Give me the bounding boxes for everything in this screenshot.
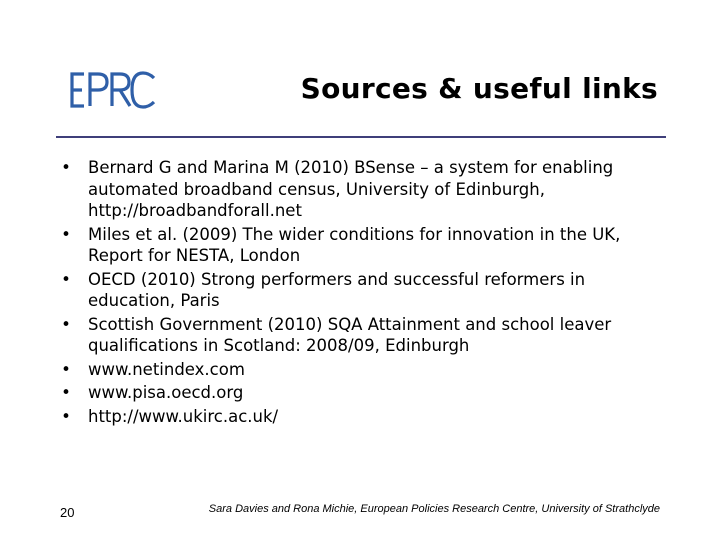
bullet-icon: •	[61, 224, 71, 244]
page-number: 20	[60, 505, 75, 520]
bullet-icon: •	[61, 269, 71, 289]
list-item	[56, 406, 676, 428]
source-link[interactable]: www.pisa.oecd.org	[88, 383, 244, 402]
bullet-icon: •	[61, 383, 71, 402]
list-item	[56, 382, 676, 404]
bullet-icon: •	[61, 359, 71, 379]
list-item	[56, 157, 676, 222]
source-text: Scottish Government (2010) SQA Attainment and school leaver qualifications in Scotland: 2008/09, Edinburgh	[88, 314, 612, 355]
source-text: Bernard G and Marina M (2010) BSense – a system for enabling automated broadband census, University of Edinburgh, http://broadbandforall.net	[88, 158, 614, 220]
list-item	[56, 224, 676, 267]
bullet-icon: •	[61, 158, 71, 177]
bullet-icon: •	[61, 314, 71, 334]
list-item	[56, 314, 676, 357]
list-item	[56, 269, 676, 312]
footer-credit: Sara Davies and Rona Michie, European Policies Research Centre, University of Strathclyde	[208, 503, 660, 515]
source-link[interactable]: http://www.ukirc.ac.uk/	[88, 406, 279, 426]
eprc-logo-mark	[70, 70, 156, 110]
title-divider	[56, 136, 666, 138]
eprc-logo	[70, 70, 156, 110]
source-text: OECD (2010) Strong performers and successful reformers in education, Paris	[88, 269, 586, 310]
list-item	[56, 359, 676, 381]
source-text: Miles et al. (2009) The wider conditions for innovation in the UK, Report for NESTA, London	[88, 224, 621, 265]
source-link[interactable]: www.netindex.com	[88, 359, 245, 379]
slide-title: Sources & useful links	[300, 72, 658, 105]
bullet-icon: •	[61, 406, 71, 426]
sources-list	[56, 157, 676, 429]
